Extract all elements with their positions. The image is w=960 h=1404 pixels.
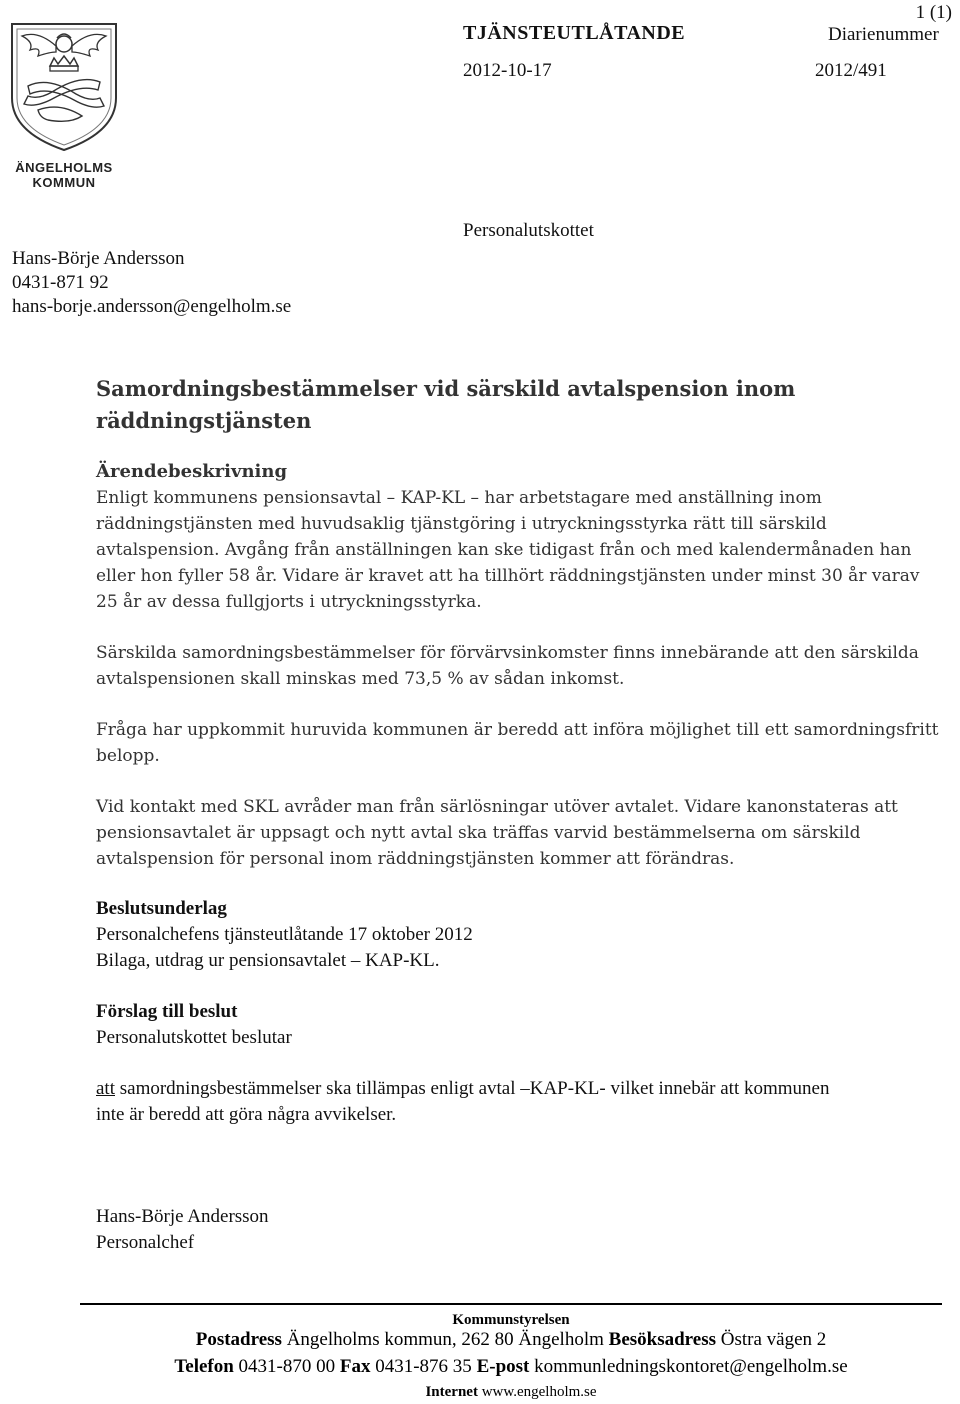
- footer-postal-label: Postadress: [195, 1329, 282, 1350]
- diary-number: 2012/491: [815, 60, 887, 81]
- signature: [96, 1204, 946, 1256]
- sender-phone: 0431-871 92: [12, 272, 109, 293]
- municipality-coat-of-arms: [8, 20, 120, 154]
- decision-basis-heading: Beslutsunderlag: [96, 898, 227, 919]
- paragraph-coordination: Särskilda samordningsbestämmelser för förvärvsinkomster finns innebärande att den särskilda avtalspensionen skall minskas med 73,5 % av sådan inkomst.: [96, 643, 919, 689]
- footer-internet: [80, 1380, 942, 1404]
- footer-email-value: kommunledningskontoret@engelholm.se: [529, 1356, 848, 1377]
- case-description-heading: Ärendebeskrivning: [96, 461, 288, 482]
- recipient: Personalutskottet: [463, 220, 594, 241]
- document-title: Samordningsbestämmelser vid särskild avtalspension inom räddningstjänsten: [96, 376, 796, 433]
- diary-number-label: Diarienummer: [828, 24, 939, 45]
- paragraph-skl-contact: Vid kontakt med SKL avråder man från särlösningar utöver avtalet. Vidare kanonstateras att pensionsavtalet är uppsagt och nytt avtal ska träffas varvid bestämmelserna om särskild avtalspension för personal inom räddningstjänsten kommer att förändras.: [96, 797, 898, 869]
- decision-basis: [96, 896, 946, 974]
- paragraph-question: Fråga har uppkommit huruvida kommunen är beredd att införa möjlighet till ett samordningsfritt belopp.: [96, 720, 939, 766]
- sender-email: hans-borje.andersson@engelholm.se: [12, 296, 292, 317]
- decision-proposal: [96, 999, 946, 1051]
- coat-of-arms-icon: [8, 20, 120, 154]
- municipality-name-line2: KOMMUN: [32, 175, 96, 190]
- municipality-name: [8, 160, 120, 190]
- footer-postal-value: Ängelholms kommun, 262 80 Ängelholm: [281, 1329, 609, 1350]
- page-number: 1 (1): [915, 2, 952, 23]
- decision-att: att: [96, 1078, 115, 1099]
- municipality-name-line1: ÄNGELHOLMS: [15, 160, 113, 175]
- footer-org-name: Kommunstyrelsen: [452, 1312, 570, 1328]
- decision-content: samordningsbestämmelser ska tillämpas enligt avtal –KAP-KL- vilket innebär att kommunen inte är beredd att göra några avvikelser.: [96, 1078, 830, 1125]
- footer-divider: [80, 1303, 942, 1305]
- footer-phone-value: 0431-870 00: [233, 1356, 340, 1377]
- footer-fax-label: Fax: [339, 1356, 371, 1377]
- case-description: [96, 459, 946, 615]
- document-type: TJÄNSTEUTLÅTANDE: [463, 22, 686, 44]
- decision-proposal-heading: Förslag till beslut: [96, 1001, 238, 1022]
- document-date: 2012-10-17: [463, 60, 552, 81]
- footer-internet-value: www.engelholm.se: [477, 1384, 597, 1400]
- signature-role: Personalchef: [96, 1232, 195, 1253]
- decision-basis-line1: Personalchefens tjänsteutlåtande 17 oktober 2012: [96, 924, 473, 945]
- footer-visit-label: Besöksadress: [608, 1329, 716, 1350]
- footer-visit-value: Östra vägen 2: [715, 1329, 827, 1350]
- signature-name: Hans-Börje Andersson: [96, 1206, 269, 1227]
- footer-internet-label: Internet: [425, 1384, 478, 1400]
- footer-address: [80, 1328, 942, 1352]
- decision-basis-line2: Bilaga, utdrag ur pensionsavtalet – KAP-KL.: [96, 950, 440, 971]
- sender-contact: [12, 247, 291, 319]
- footer-contact: [80, 1355, 942, 1379]
- footer-email-label: E-post: [476, 1356, 530, 1377]
- decision-proposal-line1: Personalutskottet beslutar: [96, 1027, 292, 1048]
- sender-name: Hans-Börje Andersson: [12, 248, 185, 269]
- decision-text: [96, 1076, 856, 1128]
- footer-phone-label: Telefon: [174, 1356, 234, 1377]
- case-description-paragraph: Enligt kommunens pensionsavtal – KAP-KL – har arbetstagare med anställning inom räddningstjänsten med huvudsaklig tjänstgöring i utryckningsstyrka rätt till särskild avtalspension. Avgång från anställningen kan ske tidigast från och med kalendermånaden han eller hon fyller 58 år. Vidare är kravet att ha tillhört räddningstjänsten under minst 30 år varav 25 år av dessa fullgjorts i utryckningsstyrka.: [96, 488, 920, 612]
- footer-fax-value: 0431-876 35: [370, 1356, 477, 1377]
